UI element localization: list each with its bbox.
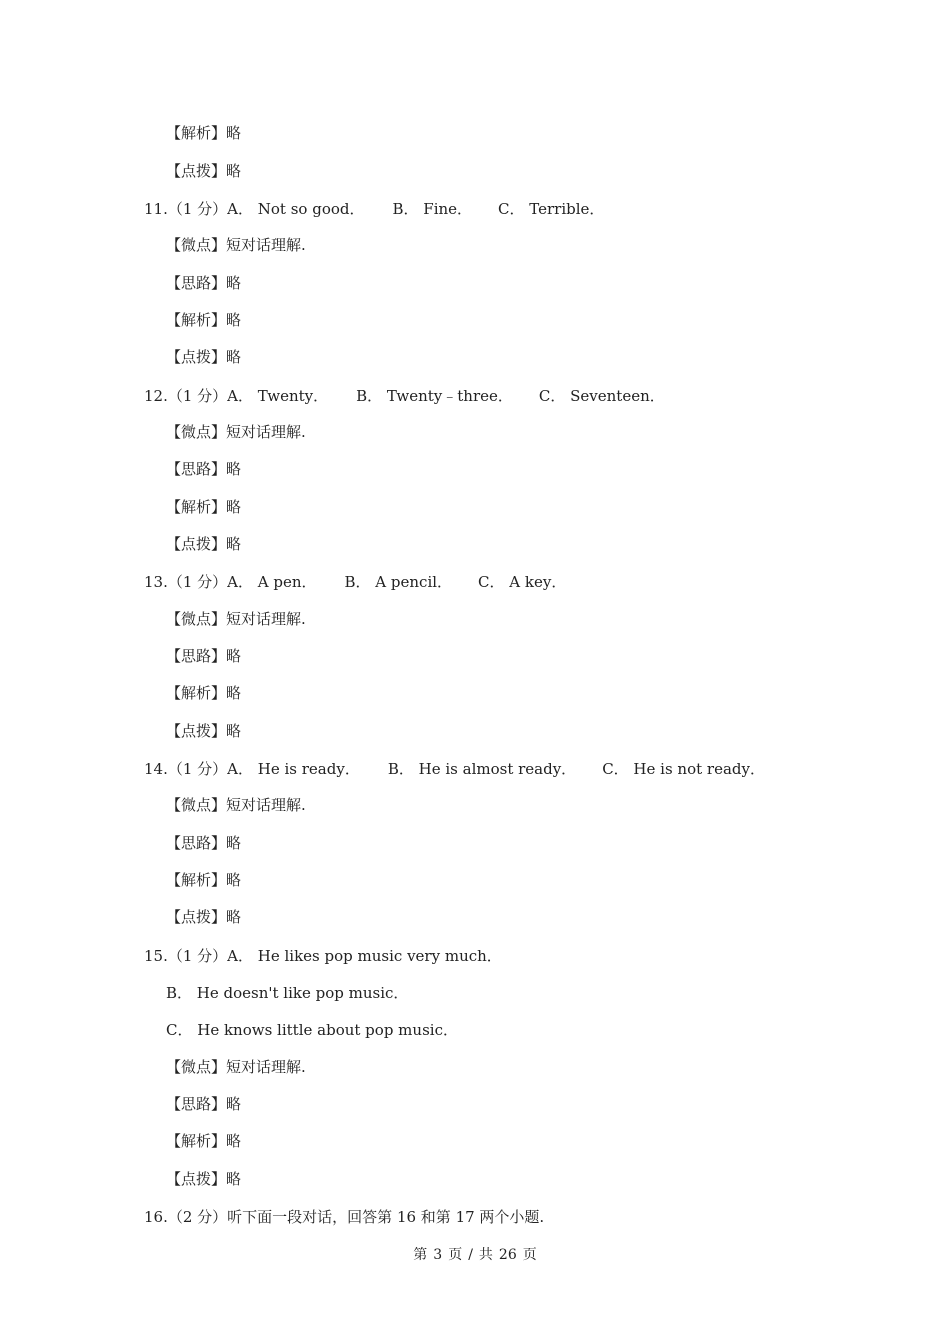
- page-total: 26: [498, 1247, 517, 1263]
- note-analysis: 【解析】略: [166, 498, 242, 516]
- note-analysis: 【解析】略: [166, 124, 242, 142]
- option-b: B． He doesn't like pop music．: [166, 984, 409, 1002]
- question-12: 12.（1 分）A． Twenty． B． Twenty﹣three． C． Seventeen．: [144, 387, 665, 405]
- option-c: C． He knows little about pop music．: [166, 1021, 458, 1039]
- question-11: 11.（1 分）A． Not so good． B． Fine． C． Terrible．: [144, 200, 605, 218]
- note-point: 【微点】短对话理解.: [166, 796, 306, 814]
- page-number: 3: [433, 1247, 443, 1263]
- note-analysis: 【解析】略: [166, 684, 242, 702]
- note-tip: 【点拨】略: [166, 722, 242, 740]
- option-a: A． He is ready．: [227, 760, 360, 778]
- page-footer: 第 3 页 / 共 26 页: [413, 1247, 537, 1263]
- note-tip: 【点拨】略: [166, 1170, 242, 1188]
- note-tip: 【点拨】略: [166, 162, 242, 180]
- note-analysis: 【解析】略: [166, 871, 242, 889]
- option-c: C． Seventeen．: [538, 387, 665, 405]
- option-b: B． He is almost ready．: [387, 760, 577, 778]
- note-thinking: 【思路】略: [166, 460, 242, 478]
- note-point: 【微点】短对话理解.: [166, 423, 306, 441]
- note-thinking: 【思路】略: [166, 647, 242, 665]
- note-point: 【微点】短对话理解.: [166, 1058, 306, 1076]
- note-thinking: 【思路】略: [166, 274, 242, 292]
- note-analysis: 【解析】略: [166, 311, 242, 329]
- question-text: 听下面一段对话，回答第 16 和第 17 两个小题.: [227, 1208, 545, 1226]
- note-thinking: 【思路】略: [166, 834, 242, 852]
- option-a: A． Not so good．: [227, 200, 365, 218]
- option-a: A． He likes pop music very much．: [227, 947, 502, 965]
- question-13: 13.（1 分）A． A pen． B． A pencil． C． A key．: [144, 573, 567, 591]
- option-c: C． Terrible．: [498, 200, 605, 218]
- option-b: B． Fine．: [392, 200, 473, 218]
- option-c: C． He is not ready．: [602, 760, 765, 778]
- option-a: A． A pen．: [227, 573, 317, 591]
- question-16: 16.（2 分）听下面一段对话，回答第 16 和第 17 两个小题.: [144, 1208, 545, 1226]
- note-point: 【微点】短对话理解.: [166, 236, 306, 254]
- option-c: C． A key．: [478, 573, 567, 591]
- note-analysis: 【解析】略: [166, 1132, 242, 1150]
- option-b: B． Twenty﹣three．: [356, 387, 513, 405]
- note-tip: 【点拨】略: [166, 348, 242, 366]
- note-thinking: 【思路】略: [166, 1095, 242, 1113]
- option-a: A． Twenty．: [227, 387, 329, 405]
- question-14: 14.（1 分）A． He is ready． B． He is almost ready． C． He is not ready．: [144, 760, 765, 778]
- note-point: 【微点】短对话理解.: [166, 610, 306, 628]
- question-15: 15.（1 分）A． He likes pop music very much．: [144, 947, 502, 965]
- option-b: B． A pencil．: [344, 573, 453, 591]
- note-tip: 【点拨】略: [166, 535, 242, 553]
- note-tip: 【点拨】略: [166, 908, 242, 926]
